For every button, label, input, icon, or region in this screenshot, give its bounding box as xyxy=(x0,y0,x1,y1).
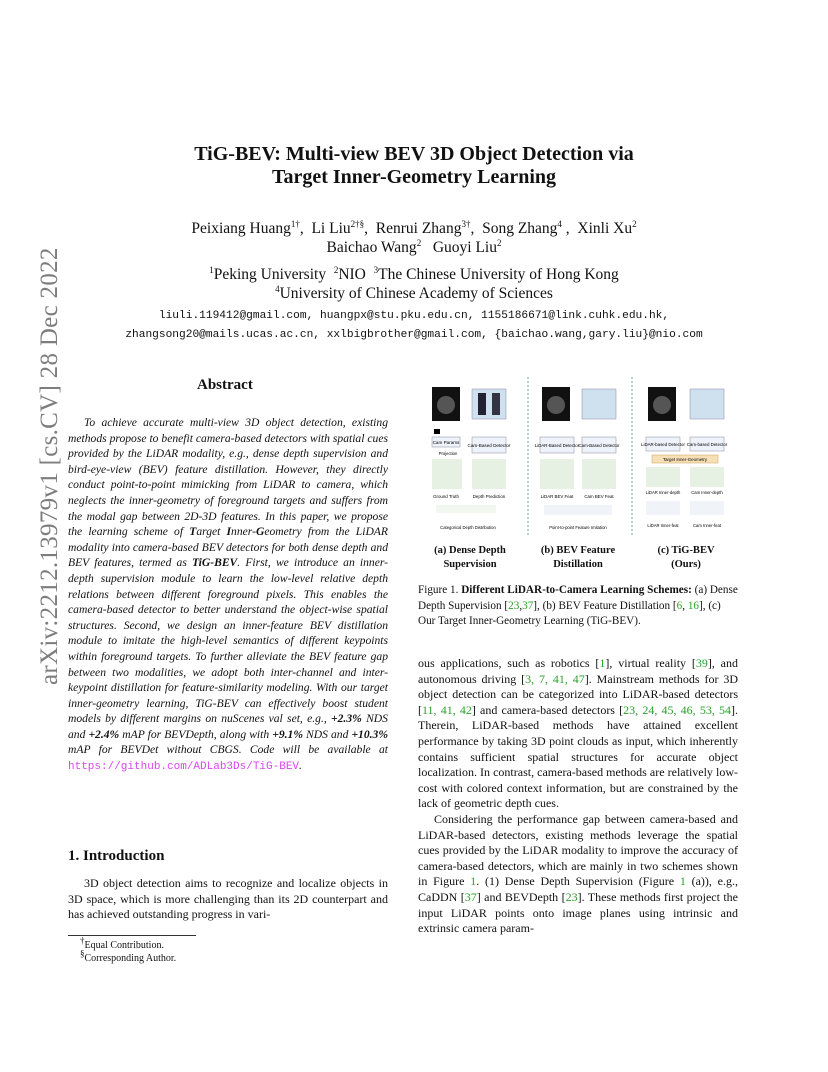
label-lidar-inner-feat: LiDAR Inner-feat xyxy=(647,523,679,528)
title-line-2: Target Inner-Geometry Learning xyxy=(271,166,557,188)
footnote-divider xyxy=(68,935,196,936)
footnote-corresponding: §Corresponding Author. xyxy=(80,948,177,964)
label-cam-params: Cam Params xyxy=(432,440,460,445)
label-depth-prediction: Depth Prediction xyxy=(472,494,506,499)
lidar-scan xyxy=(437,396,455,414)
panel-a-label: (a) Dense Depth Supervision xyxy=(434,545,506,570)
affiliations: $^1$Peking University $^2$NIO $^3$The Chinese University of Hong Kong $^4$University of Chinese Academy of Sciences xyxy=(209,264,619,302)
label-point-to-point: Point-to-point Feature Imitation xyxy=(549,525,607,530)
code-link[interactable]: https://github.com/ADLab3Ds/TiG-BEV xyxy=(68,761,300,774)
label-cam-bev-feat: Cam BEV Feat xyxy=(584,494,614,499)
camera-icon xyxy=(434,429,440,434)
label-lidar-inner-depth: LiDAR Inner-depth xyxy=(645,490,681,495)
paper-title xyxy=(0,143,828,189)
intro-body: 3D object detection aims to recognize and localize objects in 3D space, which is more challenging than its 2D counterpart and has achieved outstanding progress in vari- xyxy=(68,876,388,922)
arxiv-sidebar xyxy=(18,247,63,685)
label-lidar-detector: LiDAR-Based Detector xyxy=(534,443,580,448)
panel-b-label: (b) BEV Feature Distillation xyxy=(540,545,616,570)
label-cam-detector: Cam-Based Detector xyxy=(467,443,511,448)
figure-1-caption: Figure 1. Different LiDAR-to-Camera Learning Schemes: (a) Dense Depth Supervision [23,37], (b) BEV Feature Distillation [6, 16], (c) Our Target Inner-Geometry Learning (TiG-BEV). xyxy=(418,584,738,627)
label-lidar-bev-feat: LiDAR BEV Feat xyxy=(540,494,574,499)
camera-views xyxy=(472,389,506,419)
panel-c-label: (c) TiG-BEV (Ours) xyxy=(657,545,715,570)
arxiv-identifier: arXiv:2212.13979v1 [cs.CV] 28 Dec 2022 xyxy=(36,247,63,685)
footnote-equal-contribution: †Equal Contribution. xyxy=(80,935,164,951)
panel-c xyxy=(641,387,728,528)
ground-truth-grid xyxy=(432,459,462,489)
panel-b xyxy=(535,387,620,530)
intro-heading: 1. Introduction xyxy=(68,848,165,864)
abstract-heading: Abstract xyxy=(197,377,253,393)
title-line-1: TiG-BEV: Multi-view BEV 3D Object Detection via xyxy=(194,143,634,165)
author-list: Peixiang Huang$^{1\dagger}$, Li Liu$^{2\dagger\S}$, Renrui Zhang$^{3\dagger}$, Song Zhang$^4$ , Xinli Xu$^2$ Baichao Wang$^2$ Guoyi Liu$^2$ xyxy=(191,218,637,256)
label-cam-detector: Cam-based Detector xyxy=(686,442,728,447)
label-cam-inner-depth: Cam Inner-depth xyxy=(691,490,723,495)
label-lidar-detector: LiDAR-based Detector xyxy=(641,442,685,447)
label-projection: Projection xyxy=(438,451,458,456)
abstract-body: To achieve accurate multi-view 3D object detection, existing methods propose to benefit camera-based detectors with spatial cues provided by the LiDAR modality, e.g., dense depth supervision and bird-eye-view (BEV) feature distillation. However, they directly conduct point-to-point mimicking from LiDAR to camera, which neglects the inner-geometry of foreground targets and suffers from the modal gap between 2D-3D features. In this paper, we propose the learning scheme of Target Inner-Geometry from the LiDAR modality into camera-based BEV detectors for both dense depth and BEV features, termed as TiG-BEV. First, we introduce an inner-depth supervision module to learn the low-level relative depth relations between different foreground pixels. This enables the camera-based detector to better understand the object-wise spatial structures. Second, we design an inner-feature BEV distillation module to imitate the high-level semantics of different keypoints within foreground targets. To further alleviate the BEV feature gap between two modalities, we adopt both inter-channel and inter-keypoint distillation for feature-similarity modeling. With our target inner-geometry learning, TiG-BEV can effectively boost student models by different margins on nuScenes val set, e.g., +2.3% NDS and +2.4% mAP for BEVDepth, along with +9.1% NDS and +10.3% mAP for BEVDet without CBGS. Code will be available at https://github.com/ADLab3Ds/TiG-BEV. xyxy=(68,416,389,774)
label-categorical-depth: Categorical Depth Distribution xyxy=(440,525,496,530)
right-column-body: ous applications, such as robotics [1], virtual reality [39], and autonomous driving [3, 7, 41, 47]. Mainstream methods for 3D object detection can be categorized into LiDAR-based detectors [11, 41, 42] and camera-based detectors [23, 24, 45, 46, 53, 54]. Therein, LiDAR-based methods have attained excellent performance by taking 3D point clouds as input, which inherently contains sufficient spatial structures for accurate object localization. In contrast, camera-based methods are relatively low-cost with colored context information, but are constrained by the lack of geometric depth cues. Considering the performance gap between camera-based and LiDAR-based detectors, existing methods leverage the spatial cues provided by the LiDAR modality to improve the accuracy of camera-based detectors, which are mainly in two schemes shown in Figure 1. (1) Dense Depth Supervision (Figure 1 (a)), e.g., CaDDN [37] and BEVDepth [23]. These methods first project the input LiDAR points onto image planes using intrinsic and extrinsic camera param- xyxy=(418,656,739,936)
depth-prediction-grid xyxy=(472,459,506,489)
label-cam-inner-feat: Cam Inner-feat xyxy=(693,523,721,528)
author-emails: liuli.119412@gmail.com, huangpx@stu.pku.edu.cn, 1155186671@link.cuhk.edu.hk, zhangsong20@mails.ucas.ac.cn, xxlbigbrother@gmail.com, {baichao.wang,gary.liu}@nio.com xyxy=(125,310,703,341)
label-cam-detector: Cam-Based Detector xyxy=(578,443,620,448)
label-ground-truth: Ground Truth xyxy=(433,494,459,499)
panel-a xyxy=(432,387,511,530)
label-target-inner-geometry: Target Inner-Geometry xyxy=(662,457,708,462)
